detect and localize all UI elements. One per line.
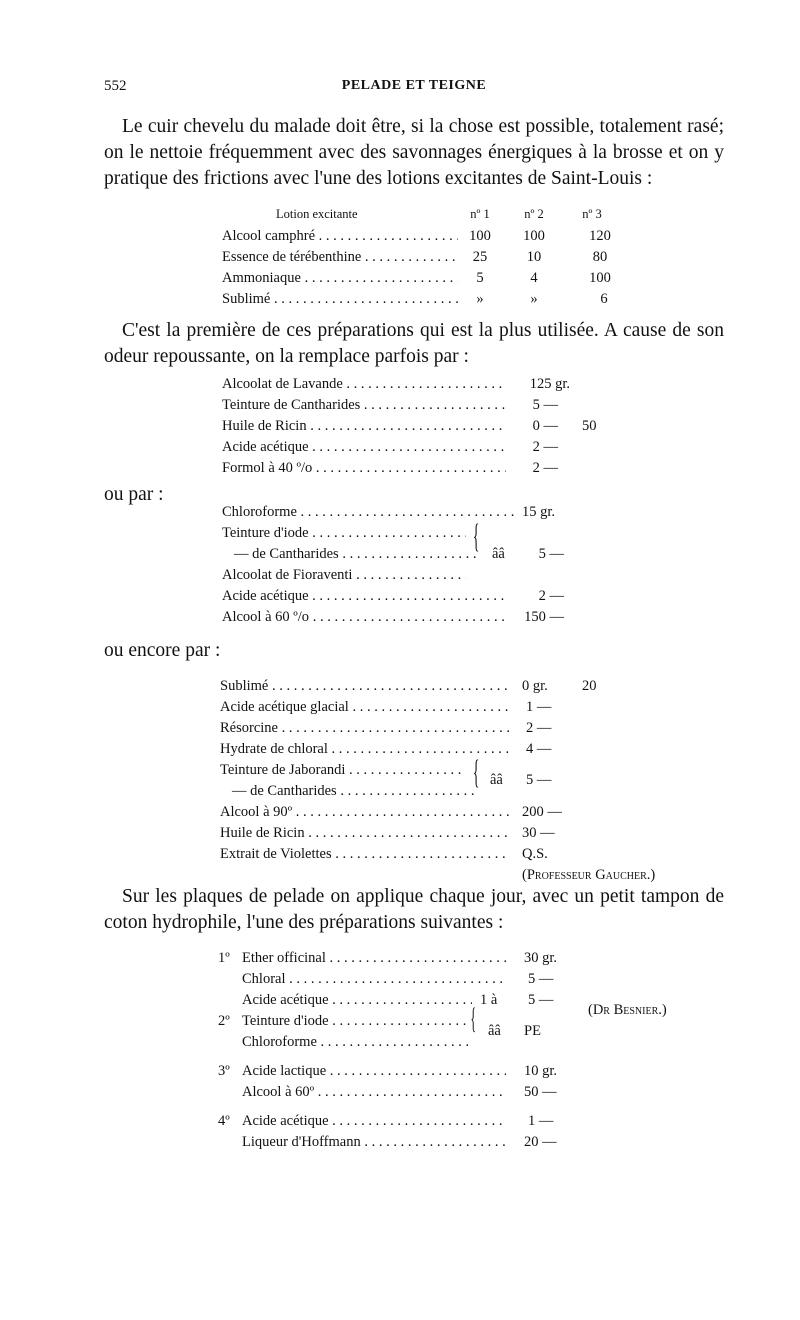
recipe-row: Acide acétique glacial . . . 1 —	[220, 697, 640, 718]
aa-marker: ââ	[490, 772, 503, 788]
connector-ou-encore: ou encore par :	[104, 640, 221, 661]
aa-marker: ââ	[488, 1023, 501, 1039]
recipe-row: Formol à 40 º/o . . . 2 —	[222, 458, 622, 479]
lotion-col-3: nº 3	[582, 207, 602, 221]
recipe-row: — de Cantharides . . . ââ 5 —	[222, 544, 622, 565]
paragraph-intro-text: Le cuir chevelu du malade doit être, si la chose est possible, totalement rasé; on le nettoie fréquemment avec des savonnages énergiques à la brosse et on y pratique des frictions avec l'une des lotions excitantes de Saint-Louis :	[104, 116, 724, 189]
recipe-row: Acide acétique . . . 2 —	[222, 437, 622, 458]
recipe-row: Chloral . . . 5 —	[218, 969, 698, 990]
recipe-row: Alcool à 60 º/o . . . 150 —	[222, 607, 622, 628]
lotion-row: Essence de térébenthine . . . 25 10 80	[222, 247, 622, 268]
recipe-row: Alcoolat de Lavande . . . 125 gr.	[222, 374, 622, 395]
paragraph-plaques	[104, 884, 724, 936]
recipe-row: Liqueur d'Hoffmann . . . 20 —	[218, 1132, 698, 1153]
recipe-row: Teinture de Jaborandi . . . ââ 5 —	[220, 760, 640, 781]
brace-symbol: {	[470, 1002, 477, 1035]
recipe-row: Hydrate de chloral . . . 4 —	[220, 739, 640, 760]
running-title: PELADE ET TEIGNE	[341, 78, 487, 93]
page-number: 552	[104, 78, 127, 94]
recipe-row: Alcool à 60º . . . 50 —	[218, 1082, 698, 1103]
recipe-1	[222, 374, 622, 479]
paragraph-alternative	[104, 318, 724, 370]
recipe-3	[220, 676, 656, 887]
recipe-row: Sublimé . . . 0 gr. 20	[220, 676, 640, 697]
recipe-row: Teinture de Cantharides . . . 5 —	[222, 395, 622, 416]
recipe-row: 4º Acide acétique . . . 1 —	[218, 1111, 698, 1132]
lotion-row: Ammoniaque . . . 5 4 100	[222, 268, 622, 289]
credit-gaucher: (Professeur Gaucher.)	[522, 867, 656, 883]
aa-marker: ââ	[492, 546, 505, 562]
recipe-2	[222, 502, 622, 628]
recipe-row: — de Cantharides . . .	[220, 781, 640, 802]
paragraph-plaques-text: Sur les plaques de pelade on applique chaque jour, avec un petit tampon de coton hydrophile, l'une des préparations suivantes :	[104, 886, 724, 933]
lotion-table-title: Lotion excitante	[276, 207, 358, 221]
paragraph-intro	[104, 114, 724, 192]
recipe-row: Acide acétique . . . 2 —	[222, 586, 622, 607]
lotion-col-2: nº 2	[524, 207, 544, 221]
page-header	[104, 78, 724, 100]
recipe-row: Résorcine . . . 2 —	[220, 718, 640, 739]
recipe-row: 2º Teinture d'iode . . . ââ PE	[218, 1011, 698, 1032]
lotion-row: Alcool camphré . . . 100 100 120	[222, 226, 622, 247]
recipe-row: Huile de Ricin . . . 0 — 50	[222, 416, 622, 437]
lotion-table	[222, 204, 622, 310]
recipe-row: Acide acétique . . . 1 à 5 — (Dr Besnier.)	[218, 990, 698, 1011]
recipe-row: Extrait de Violettes . . . Q.S.	[220, 844, 640, 865]
brace-symbol: {	[472, 518, 480, 555]
recipe-row: 3º Acide lactique . . . 10 gr.	[218, 1061, 698, 1082]
recipe-row: Chloroforme . . .	[218, 1032, 698, 1053]
brace-symbol: {	[472, 754, 480, 791]
recipe-row: Alcool à 90º . . . 200 —	[220, 802, 640, 823]
recipe-row: Alcoolat de Fioraventi . . .	[222, 565, 622, 586]
recipe-4	[218, 948, 698, 1153]
recipe-row: Huile de Ricin . . . 30 —	[220, 823, 640, 844]
paragraph-alternative-text: C'est la première de ces préparations qui est la plus utilisée. A cause de son odeur repoussante, on la remplace parfois par :	[104, 320, 724, 367]
lotion-col-1: nº 1	[470, 207, 490, 221]
lotion-row: Sublimé . . . » » 6	[222, 289, 622, 310]
connector-ou-par: ou par :	[104, 484, 164, 505]
recipe-row: Teinture d'iode . . .	[222, 523, 622, 544]
recipe-row: 1º Ether officinal . . . 30 gr.	[218, 948, 698, 969]
recipe-row: Chloroforme . . . 15 gr.	[222, 502, 622, 523]
credit-besnier: (Dr Besnier.)	[588, 1002, 667, 1018]
